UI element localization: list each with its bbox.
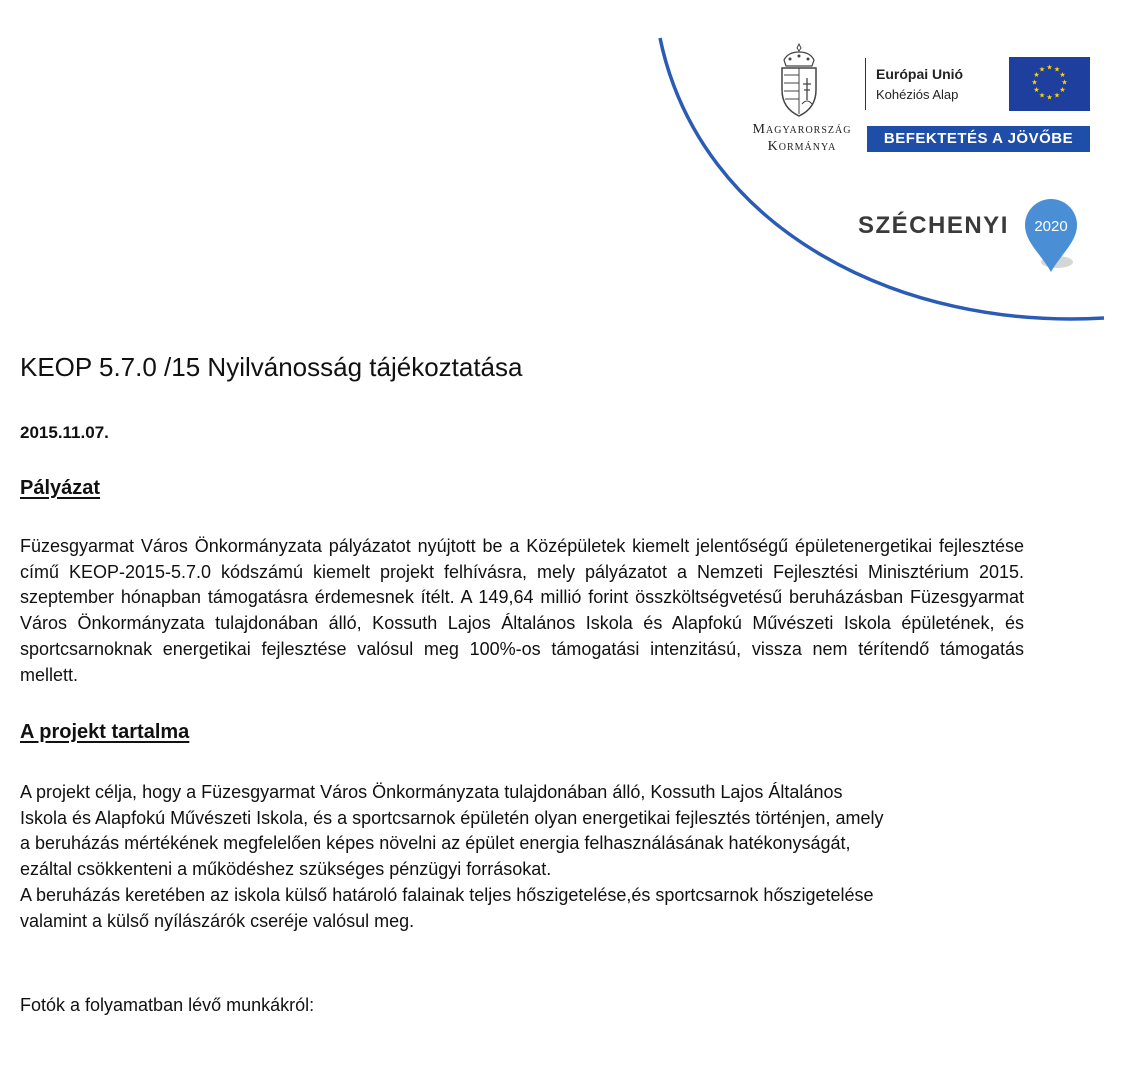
text-line: ezáltal csökkenteni a működéshez szükséges pénzügyi forrásokat. [20,859,552,880]
page-title: KEOP 5.7.0 /15 Nyilvánosság tájékoztatása [20,352,523,382]
government-name-line1: Magyarország [752,122,852,137]
svg-text:★: ★ [1046,93,1053,102]
text-line: A projekt célja, hogy a Füzesgyarmat Város Önkormányzata tulajdonában álló, Kossuth Lajos Általános [20,782,843,802]
text-line: A beruházás keretében az iskola külső határoló falainak teljes hőszigetelése,és sportcsarnok hőszigetelése [20,884,874,905]
invest-in-future-banner: BEFEKTETÉS A JÖVŐBE [867,126,1090,152]
szechenyi-2020-pin-icon [1021,196,1081,276]
section-text-projekt-tartalma [20,780,1030,934]
decorative-arc [0,0,1135,340]
photos-label: Fotók a folyamatban lévő munkákról: [20,995,315,1015]
svg-text:★: ★ [1038,65,1046,74]
svg-text:★: ★ [1038,91,1046,100]
svg-text:★: ★ [1053,65,1061,74]
text-line: valamint a külső nyílászárók cseréje valósul meg. [20,910,415,931]
szechenyi-year: 2020 [1034,218,1068,235]
szechenyi-wordmark: SZÉCHENYI [858,212,1009,239]
svg-text:★: ★ [1061,78,1068,87]
publication-date: 2015.11.07. [20,423,109,442]
government-name [732,121,872,155]
section-heading-projekt-tartalma: A projekt tartalma [20,721,190,743]
text-line: Iskola és Alapfokú Művészeti Iskola, és a sportcsarnok épületén olyan energetikai fejlesztés történjen, amely [20,807,884,828]
svg-text:★: ★ [1033,71,1040,79]
section-text-palyazat: Füzesgyarmat Város Önkormányzata pályázatot nyújtott be a Középületek kiemelt jelentőségű épületenergetikai fejlesztése című KEOP-2015-5.7.0 kódszámú kiemelt projekt felhívásra, mely pályázatot a Nemzeti Fejlesztési Minisztérium 2015. szeptember hónapban támogatásra érdemesnek ítélt. A 149,64 millió forint összköltségvetésű beruházásban Füzesgyarmat Város Önkormányzata tulajdonában álló, Kossuth Lajos Általános Iskola és Alapfokú Művészeti Iskola épületének, és sportcsarnoknak energetikai fejlesztése valósul meg 100%-os támogatási intenzitású, vissza nem térítendő támogatás mellett. [20,536,1024,685]
government-name-line2: Kormánya [767,139,837,154]
svg-text:★: ★ [1033,86,1040,94]
svg-text:★: ★ [1046,63,1053,72]
section-heading-palyazat: Pályázat [20,477,101,499]
text-line: a beruházás mértékének megfelelően képes növelni az épület energia felhasználásának hatékonyságát, [20,833,851,854]
svg-text:★: ★ [1059,86,1066,94]
eu-divider [865,58,866,110]
svg-text:★: ★ [1031,78,1038,87]
hungarian-coat-of-arms-icon [776,42,822,118]
svg-text:★: ★ [1059,71,1066,79]
eu-title: Európai Unió [876,66,964,82]
eu-flag-icon [1009,57,1090,111]
svg-text:★: ★ [1053,91,1061,100]
eu-fund-name: Kohéziós Alap [876,87,959,102]
